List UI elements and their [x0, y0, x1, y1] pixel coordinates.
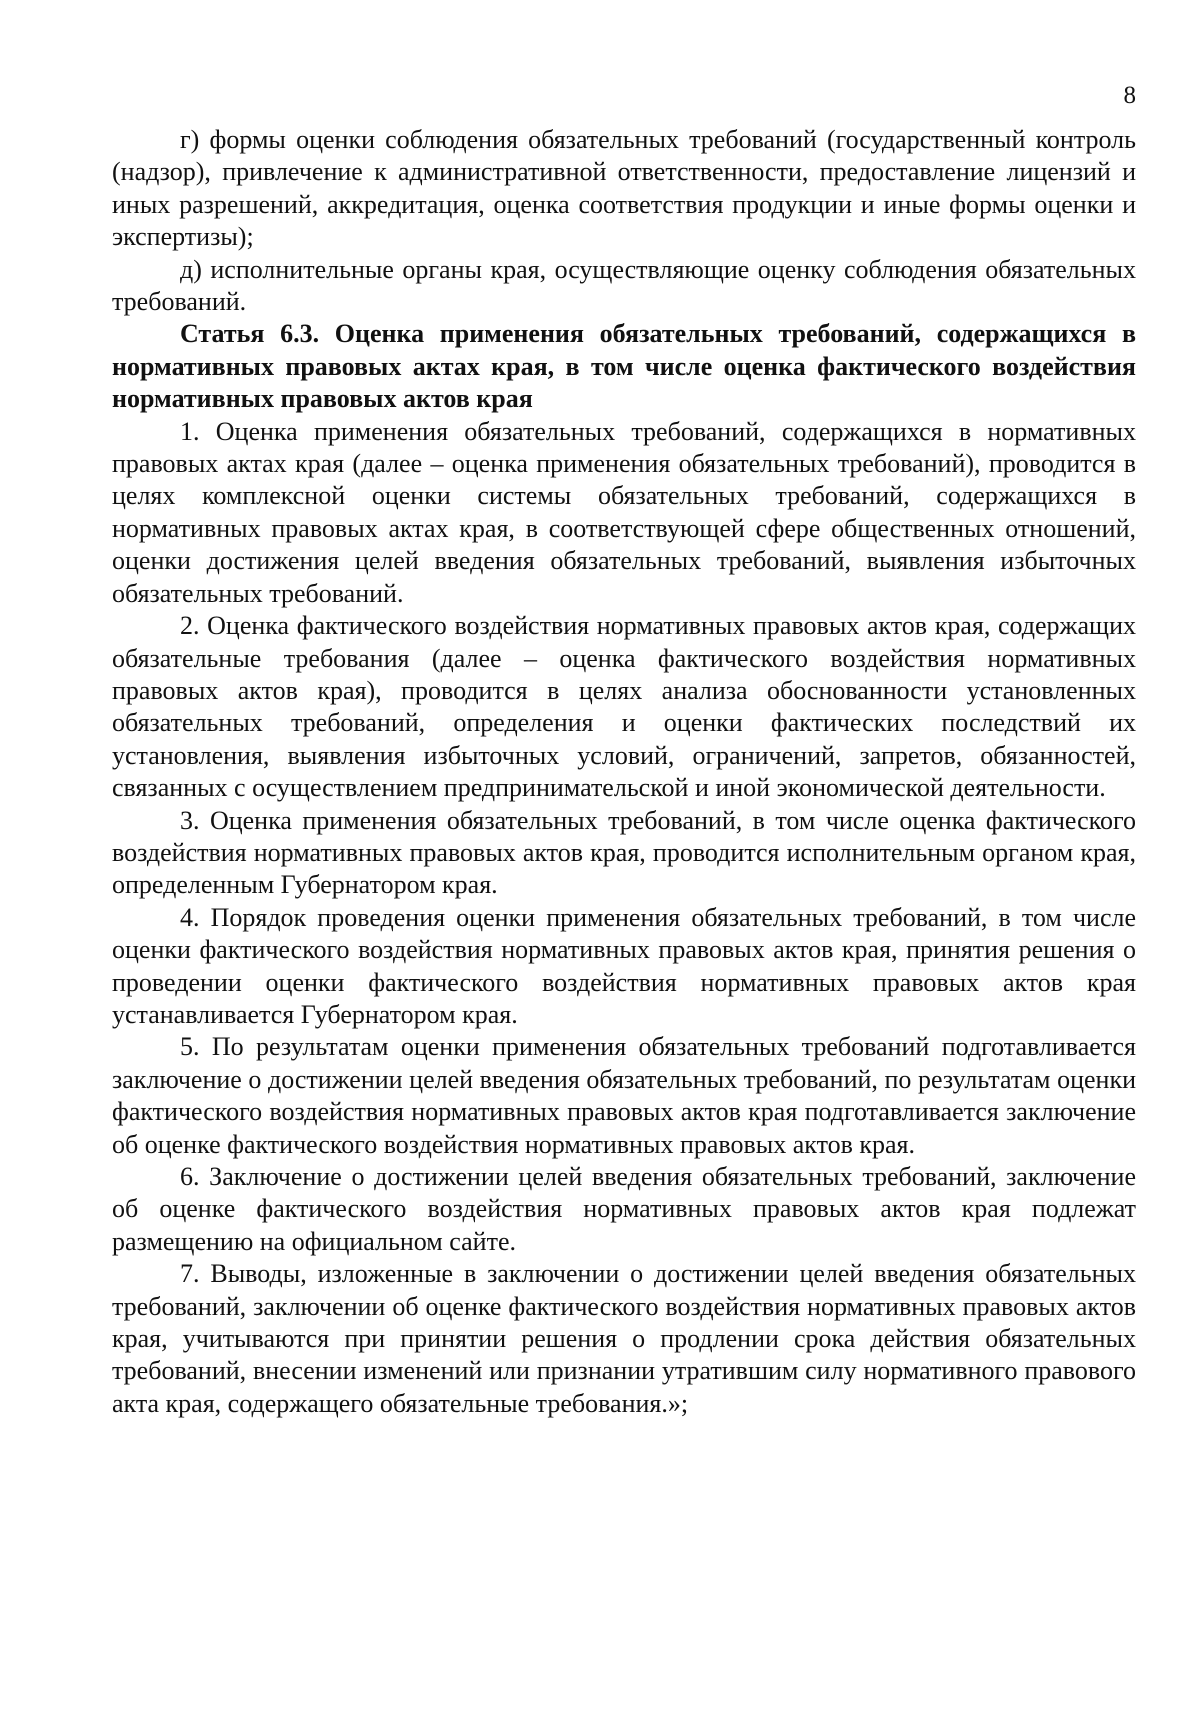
paragraph-4: 4. Порядок проведения оценки применения обязательных требований, в том числе оценки фактического воздействия нормативных правовых актов края, принятия решения о проведении оценки фактического воздействия нормативных правовых актов края устанавливается Губернатором края.	[112, 902, 1136, 1029]
paragraph-5: 5. По результатам оценки применения обязательных требований подготавливается заключение о достижении целей введения обязательных требований, по результатам оценки фактического воздействия нормативных правовых актов края подготавливается заключение об оценке фактического воздействия нормативных правовых актов края.	[112, 1032, 1136, 1159]
article-heading-6-3: Статья 6.3. Оценка применения обязательных требований, содержащихся в нормативных правовых актах края, в том числе оценка фактического воздействия нормативных правовых актов края	[112, 319, 1136, 414]
paragraph-6: 6. Заключение о достижении целей введения обязательных требований, заключение об оценке фактического воздействия нормативных правовых актов края подлежат размещению на официальном сайте.	[112, 1162, 1136, 1256]
paragraph-2: 2. Оценка фактического воздействия нормативных правовых актов края, содержащих обязательные требования (далее – оценка фактического воздействия нормативных правовых актов края), проводится в целях анализа обоснованности установленных обязательных требований, определения и оценки фактических последствий их установления, выявления избыточных условий, ограничений, запретов, обязанностей, связанных с осуществлением предпринимательской и иной экономической деятельности.	[112, 611, 1136, 803]
paragraph-1: 1. Оценка применения обязательных требований, содержащихся в нормативных правовых актах края (далее – оценка применения обязательных требований), проводится в целях комплексной оценки системы обязательных требований, содержащихся в нормативных правовых актах края, в соответствующей сфере общественных отношений, оценки достижения целей введения обязательных требований, выявления избыточных обязательных требований.	[112, 416, 1136, 608]
page-number: 8	[1123, 82, 1136, 109]
paragraph-item-g: г) формы оценки соблюдения обязательных требований (государственный контроль (надзор), привлечение к административной ответственности, предоставление лицензий и иных разрешений, аккредитация, оценка соответствия продукции и иные формы оценки и экспертизы);	[112, 125, 1136, 252]
document-body	[112, 124, 1136, 1420]
paragraph-item-d: д) исполнительные органы края, осуществляющие оценку соблюдения обязательных требований.	[112, 254, 1136, 317]
paragraph-7: 7. Выводы, изложенные в заключении о достижении целей введения обязательных требований, заключении об оценке фактического воздействия нормативных правовых актов края, учитываются при принятии решения о продлении срока действия обязательных требований, внесении изменений или признании утратившим силу нормативного правового акта края, содержащего обязательные требования.»;	[112, 1259, 1136, 1418]
paragraph-3: 3. Оценка применения обязательных требований, в том числе оценка фактического воздействия нормативных правовых актов края, проводится исполнительным органом края, определенным Губернатором края.	[112, 805, 1136, 900]
